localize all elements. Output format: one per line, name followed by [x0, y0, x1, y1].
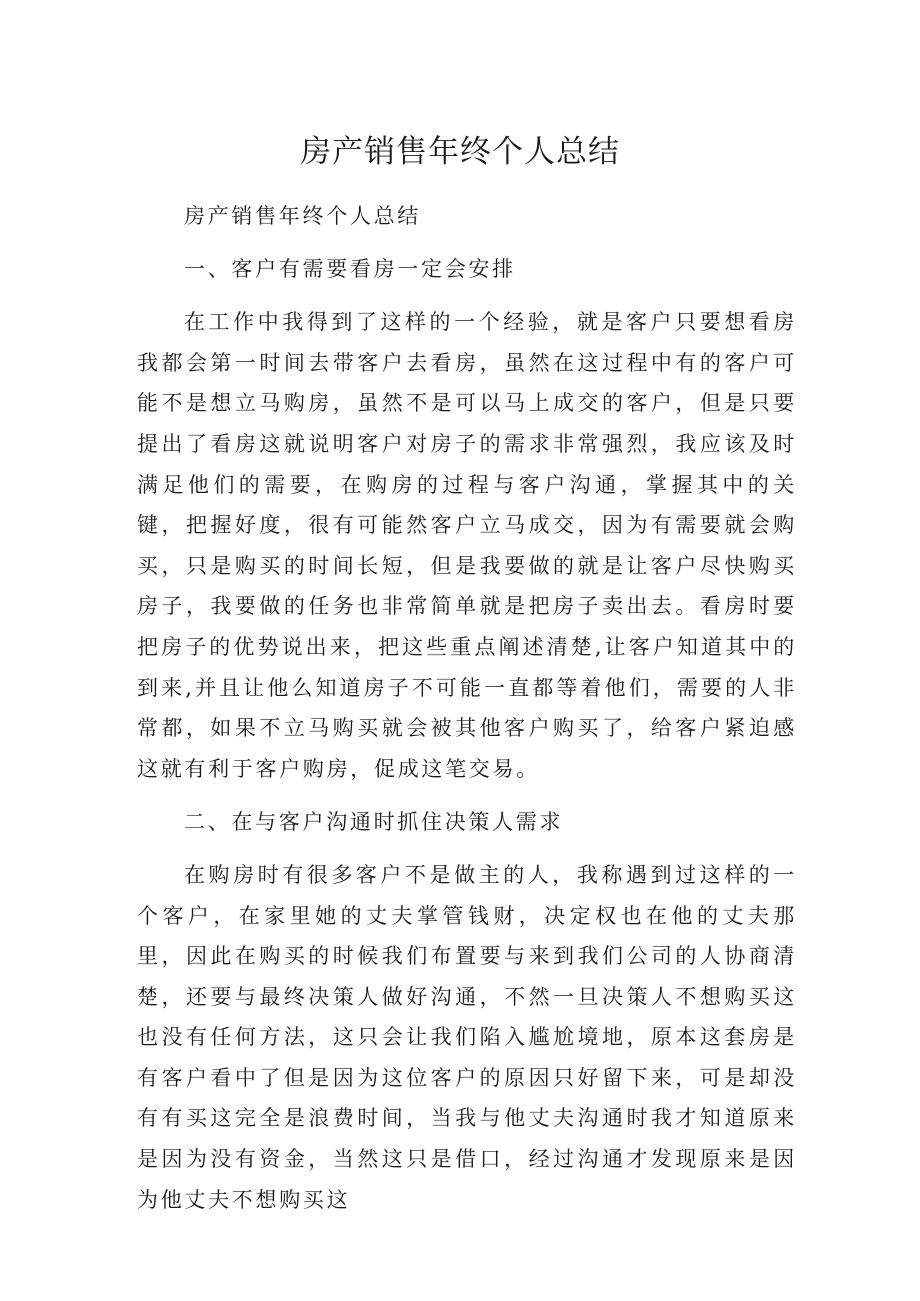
document-body [137, 196, 797, 1220]
document-subtitle: 房产销售年终个人总结 [184, 204, 421, 228]
section-paragraph-2: 在购房时有很多客户不是做主的人，我称遇到过这样的一个客户，在家里她的丈夫掌管钱财，决定权也在他的丈夫那里，因此在购买的时候我们布置要与来到我们公司的人协商清楚，还要与最终决策人做好沟通，不然一旦决策人不想购买这也没有任何方法，这只会让我们陷入尴尬境地，原本这套房是有客户看中了但是因为这位客户的原因只好留下来，可是却没有有买这完全是浪费时间，当我与他丈夫沟通时我才知道原来是因为没有资金，当然这只是借口，经过沟通才发现原来是因为他丈夫不想购买这 [137, 862, 797, 1212]
document-title: 房产销售年终个人总结 [300, 134, 620, 170]
section-paragraph-1: 在工作中我得到了这样的一个经验，就是客户只要想看房我都会第一时间去带客户去看房，虽然在这过程中有的客户可能不是想立马购房，虽然不是可以马上成交的客户，但是只要提出了看房这就说明客户对房子的需求非常强烈，我应该及时满足他们的需要，在购房的过程与客户沟通，掌握其中的关键，把握好度，很有可能然客户立马成交，因为有需要就会购买，只是购买的时间长短，但是我要做的就是让客户尽快购买房子，我要做的任务也非常简单就是把房子卖出去。看房时要把房子的优势说出来，把这些重点阐述清楚,让客户知道其中的到来,并且让他么知道房子不可能一直都等着他们，需要的人非常都，如果不立马购买就会被其他客户购买了，给客户紧迫感这就有利于客户购房，促成这笔交易。 [137, 310, 797, 781]
section-heading-1: 一、客户有需要看房一定会安排 [184, 257, 516, 282]
section-heading-2: 二、在与客户沟通时抓住决策人需求 [184, 809, 564, 834]
